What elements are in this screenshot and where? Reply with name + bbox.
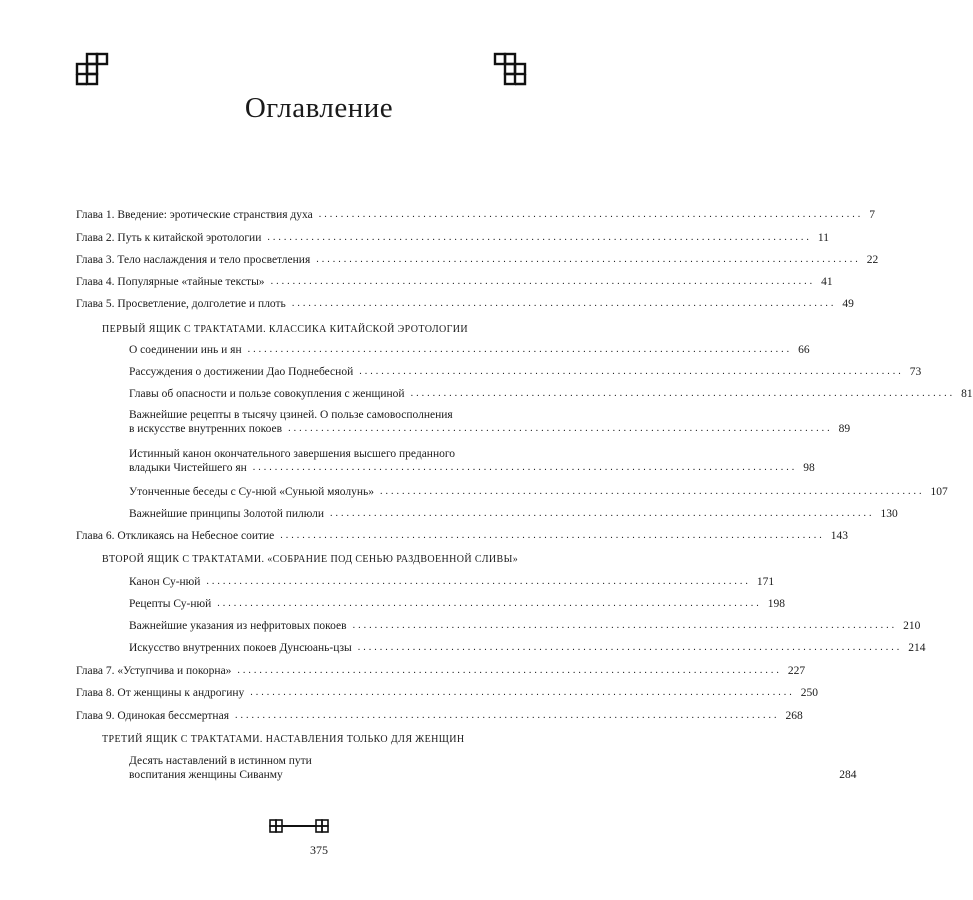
toc-entry-page: 66 xyxy=(798,344,810,356)
toc-entry-page: 250 xyxy=(800,687,819,699)
leader-dots: ................................................................................................... xyxy=(270,276,816,287)
toc-entry-label: Рецепты Су-нюй xyxy=(129,598,212,610)
chinese-knot-ornament-icon xyxy=(491,52,527,88)
toc-entry-label: Важнейшие указания из нефритовых покоев xyxy=(129,620,347,632)
toc-section-heading: ПЕРВЫЙ ЯЩИК С ТРАКТАТАМИ. КЛАССИКА КИТАЙСКОЙ ЭРОТОЛОГИИ xyxy=(102,324,469,335)
toc-entry[interactable] xyxy=(129,619,921,633)
toc-entry-page: 143 xyxy=(830,530,849,542)
toc-entry-page: 214 xyxy=(908,642,926,654)
toc-entry-page: 210 xyxy=(903,620,921,632)
toc-entry[interactable] xyxy=(76,275,833,289)
toc-entry-label: О соединении инь и ян xyxy=(129,344,242,356)
leader-dots: ................................................................................................... xyxy=(267,232,812,243)
toc-entry-label: Важнейшие принципы Золотой пилюли xyxy=(129,508,324,520)
toc-entry[interactable] xyxy=(129,641,926,655)
toc-entry[interactable] xyxy=(129,387,973,401)
toc-entry-page: 7 xyxy=(869,209,875,221)
toc-entry-label: воспитания женщины Сиванму xyxy=(129,769,283,781)
toc-entry-label-line: Истинный канон окончательного завершения высшего преданного xyxy=(129,448,456,460)
toc-entry-label: Глава 7. «Уступчива и покорна» xyxy=(76,665,232,677)
toc-entry-label: Глава 2. Путь к китайской эротологии xyxy=(76,232,262,244)
toc-entry-label: Глава 9. Одинокая бессмертная xyxy=(76,710,229,722)
toc-section-heading: ТРЕТИЙ ЯЩИК С ТРАКТАТАМИ. НАСТАВЛЕНИЯ ТОЛЬКО ДЛЯ ЖЕНЩИН xyxy=(102,734,465,745)
toc-entry[interactable] xyxy=(129,485,948,499)
toc-entry-page: 49 xyxy=(842,298,854,310)
toc-entry-page: 11 xyxy=(817,232,829,244)
toc-entry[interactable] xyxy=(76,664,806,678)
toc-entry-page: 284 xyxy=(839,769,857,781)
leader-dots: ................................................................................................... xyxy=(410,388,956,399)
toc-entry[interactable] xyxy=(76,208,875,222)
toc-entry[interactable] xyxy=(129,343,810,357)
leader-dots: ................................................................................................... xyxy=(247,344,793,355)
toc-entry-label: Рассуждения о достижении Дао Поднебесной xyxy=(129,366,354,378)
toc-entry-label: Глава 4. Популярные «тайные тексты» xyxy=(76,276,265,288)
toc-entry[interactable] xyxy=(76,709,803,723)
toc-entry[interactable] xyxy=(76,297,854,311)
bar-knot-ornament-icon xyxy=(268,818,330,834)
toc-entry-page: 227 xyxy=(787,665,806,677)
toc-entry-label: Глава 3. Тело наслаждения и тело просветления xyxy=(76,254,311,266)
toc-entry-label: Канон Су-нюй xyxy=(129,576,201,588)
leader-dots: ................................................................................................... xyxy=(316,254,861,265)
toc-entry-page: 198 xyxy=(767,598,786,610)
leader-dots: ................................................................................................... xyxy=(357,642,903,653)
toc-entry-label-line: Важнейшие рецепты в тысячу цзиней. О пользе самовосполнения xyxy=(129,409,453,421)
toc-entry[interactable] xyxy=(76,529,849,543)
toc-entry-label: в искусстве внутренних покоев xyxy=(129,423,283,435)
toc-entry-label: Глава 5. Просветление, долголетие и плоть xyxy=(76,298,286,310)
toc-entry-page: 268 xyxy=(785,710,803,722)
toc-entry-page: 22 xyxy=(866,254,879,266)
toc-entry[interactable] xyxy=(129,754,857,782)
leader-dots: ................................................................................................... xyxy=(288,423,833,434)
chinese-knot-ornament-icon xyxy=(75,52,111,88)
toc-entry-page: 107 xyxy=(930,486,948,498)
toc-section-heading: ВТОРОЙ ЯЩИК С ТРАКТАТАМИ. «СОБРАНИЕ ПОД СЕНЬЮ РАЗДВОЕННОЙ СЛИВЫ» xyxy=(102,554,519,565)
toc-entry-page: 98 xyxy=(803,462,815,474)
leader-dots: ................................................................................................... xyxy=(234,710,780,721)
toc-entry-label: Глава 1. Введение: эротические странствия духа xyxy=(76,209,313,221)
toc-entry-page: 89 xyxy=(838,423,851,435)
toc-entry[interactable] xyxy=(129,408,851,436)
toc-entry-page: 41 xyxy=(821,276,833,288)
toc-entry-page: 73 xyxy=(909,366,922,378)
toc-entry-label: Искусство внутренних покоев Дунсюань-цзы xyxy=(129,642,352,654)
toc-entry-page: 171 xyxy=(756,576,775,588)
toc-entry[interactable] xyxy=(129,365,922,379)
toc-entry-page: 130 xyxy=(880,508,898,520)
leader-dots: ................................................................................................... xyxy=(330,508,875,519)
leader-dots: ................................................................................................... xyxy=(280,530,825,541)
leader-dots: ................................................................................................... xyxy=(318,209,864,220)
toc-entry[interactable] xyxy=(129,447,815,475)
toc-entry[interactable] xyxy=(129,597,786,611)
leader-dots: ................................................................................................... xyxy=(237,665,782,676)
toc-entry-label-line: Десять наставлений в истинном пути xyxy=(129,755,312,767)
leader-dots: ................................................................................................... xyxy=(250,687,795,698)
leader-dots: ................................................................................................... xyxy=(352,620,898,631)
page-title: Оглавление xyxy=(244,92,394,124)
leader-dots: ................................................................................................... xyxy=(380,486,925,497)
leader-dots: ................................................................................................... xyxy=(252,462,798,473)
leader-dots: ................................................................................................... xyxy=(206,576,751,587)
toc-entry[interactable] xyxy=(76,686,819,700)
toc-entry-label: Утонченные беседы с Су-нюй «Суньюй мяолунь» xyxy=(129,486,374,498)
leader-dots: ................................................................................................... xyxy=(359,366,904,377)
leader-dots: ................................................................................................... xyxy=(291,298,837,309)
toc-entry-label: Главы об опасности и пользе совокупления с женщиной xyxy=(129,388,405,400)
leader-dots: ................................................................................................... xyxy=(217,598,762,609)
page-number: 375 xyxy=(310,843,328,857)
toc-entry[interactable] xyxy=(129,575,775,589)
toc-entry-label: Глава 6. Откликаясь на Небесное соитие xyxy=(76,530,275,542)
toc-entry[interactable] xyxy=(129,507,898,521)
toc-entry-label: владыки Чистейшего ян xyxy=(129,462,247,474)
toc-entry-label: Глава 8. От женщины к андрогину xyxy=(76,687,245,699)
toc-entry[interactable] xyxy=(76,231,829,245)
toc-entry-page: 81 xyxy=(961,388,973,400)
toc-entry[interactable] xyxy=(76,253,879,267)
